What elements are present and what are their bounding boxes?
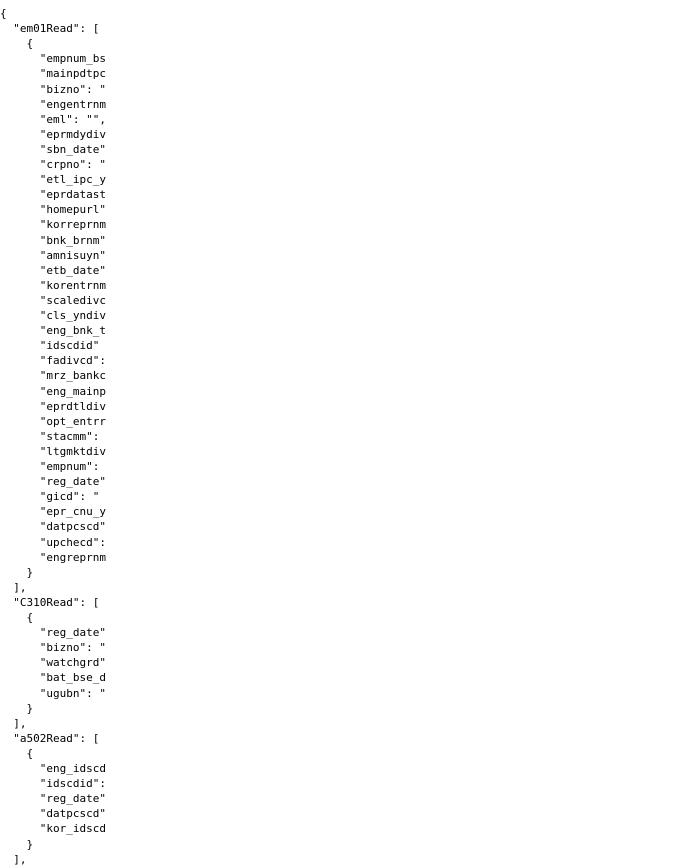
field-line: "engreprnm: [0, 550, 106, 564]
field-line: "eprdtldiv: [0, 399, 106, 413]
field-line: "eng_mainp: [0, 384, 106, 398]
field-line: "cls_yndiv: [0, 309, 106, 322]
field-line: "eml": "",: [0, 112, 106, 126]
field-line: "bnk_brnm": [0, 233, 106, 247]
field-line: "empnum_bs: [0, 52, 106, 66]
field-line: "reg_date": [0, 792, 106, 806]
field-line: "homepurl": [0, 203, 106, 217]
field-line: "idscdid": [0, 339, 100, 353]
field-line: "watchgrd": [0, 656, 106, 670]
object-open-brace: {: [0, 611, 34, 624]
field-line: "empnum":: [0, 460, 100, 473]
object-close-brace: }: [0, 565, 34, 579]
field-line: "ugubn": ": [0, 686, 106, 700]
field-line: "bizno": ": [0, 641, 106, 655]
field-line: "etl_ipc_y: [0, 173, 106, 187]
field-line: "mainpdtpc: [0, 67, 106, 81]
field-line: "bizno": ": [0, 82, 106, 96]
field-line: "engentrnm: [0, 97, 106, 111]
field-line: "idscdid":: [0, 777, 106, 791]
object-close-brace: }: [0, 701, 34, 715]
object-open-brace: {: [0, 746, 34, 760]
field-line: "epr_cnu_y: [0, 505, 106, 519]
field-line: "scaledivc: [0, 293, 106, 307]
section-key-line: "C310Read": [: [0, 595, 100, 609]
section-close-line: ],: [0, 852, 27, 866]
field-line: "fadivcd":: [0, 354, 106, 368]
field-line: "datpcscd": [0, 520, 106, 534]
field-line: "eprdatast: [0, 188, 106, 202]
field-line: "kor_idscd: [0, 822, 106, 836]
field-line: "reg_date": [0, 626, 106, 640]
field-line: "opt_entrr: [0, 414, 106, 428]
section-key-line: "em01Read": [: [0, 22, 100, 36]
object-close-brace: }: [0, 837, 34, 851]
field-line: "mrz_bankc: [0, 369, 106, 383]
section-key-line: "a502Read": [: [0, 731, 100, 745]
field-line: "eng_idscd: [0, 762, 106, 775]
field-line: "amnisuyn": [0, 248, 106, 262]
field-line: "stacmm":: [0, 429, 100, 443]
field-line: "sbn_date": [0, 142, 106, 156]
section-close-line: ],: [0, 716, 27, 730]
field-line: "eng_bnk_t: [0, 324, 106, 338]
section-close-line: ],: [0, 580, 27, 594]
field-line: "datpcscd": [0, 807, 106, 821]
field-line: "etb_date": [0, 263, 106, 277]
field-line: "ltgmktdiv: [0, 444, 106, 458]
field-line: "gicd": ": [0, 490, 100, 504]
field-line: "crpno": ": [0, 158, 106, 171]
field-line: "eprmdydiv: [0, 127, 106, 141]
field-line: "upchecd":: [0, 535, 106, 549]
object-open-brace: {: [0, 37, 34, 51]
field-line: "bat_bse_d: [0, 671, 106, 685]
field-line: "reg_date": [0, 475, 106, 489]
json-open-brace: {: [0, 7, 7, 20]
field-line: "korentrnm: [0, 278, 106, 292]
field-line: "korreprnm: [0, 218, 106, 232]
